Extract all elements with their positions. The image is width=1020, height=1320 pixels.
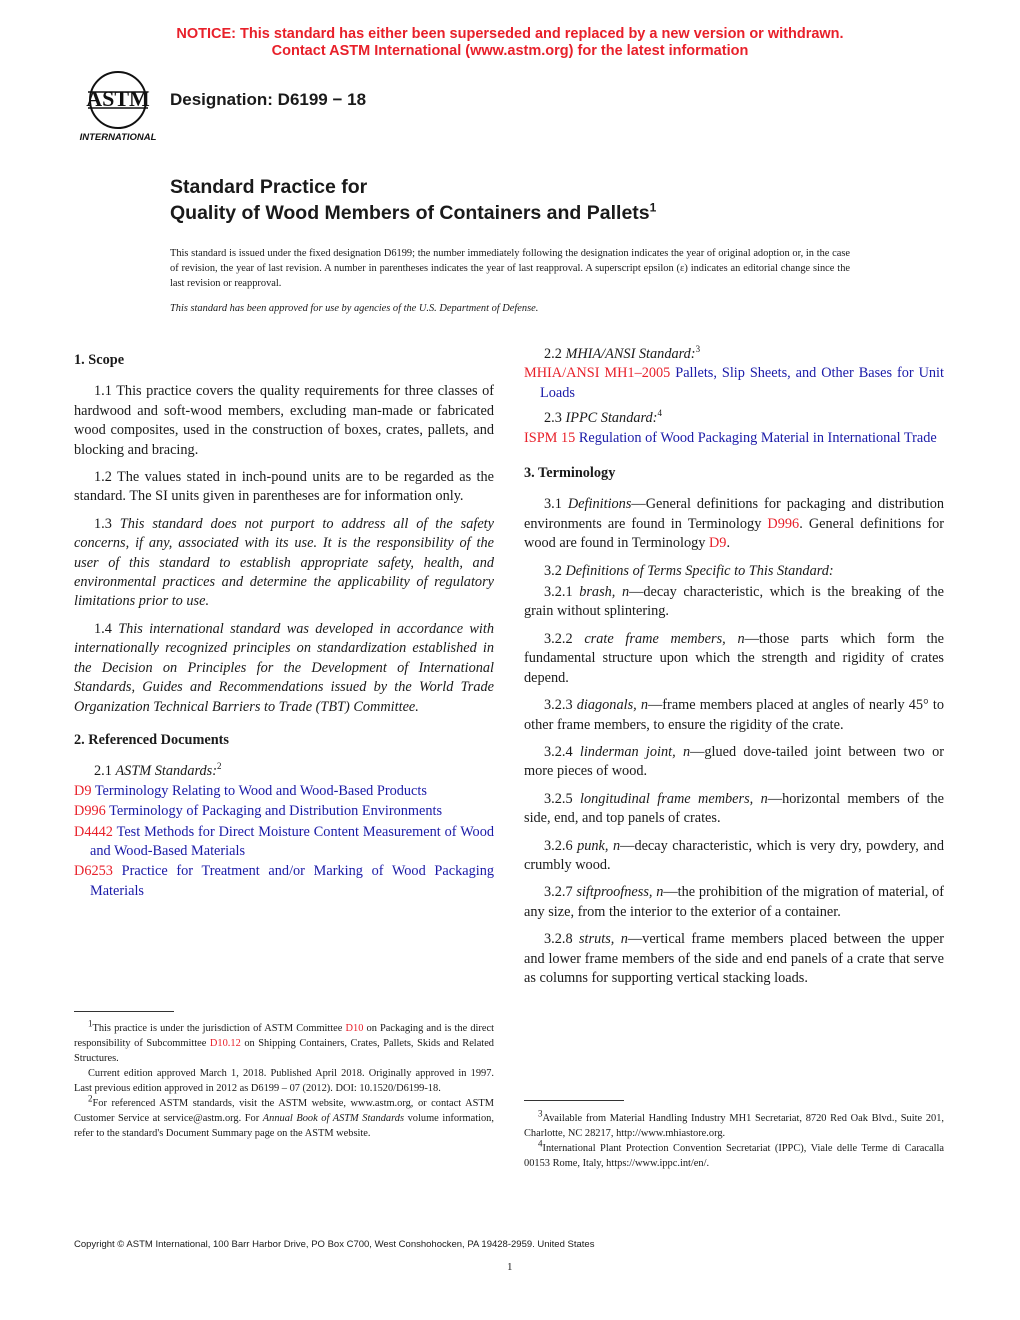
definition-text: —decay characteristic, which is the breaking of the grain without splintering. [524, 584, 944, 620]
definition-3-2-3 [524, 696, 944, 735]
title-line-2: Quality of Wood Members of Containers and Pallets [170, 202, 650, 224]
paragraph-text: . [726, 535, 731, 552]
paragraph-number: 3.1 [544, 496, 562, 513]
reference-title[interactable]: Terminology Relating to Wood and Wood-Based Products [94, 782, 427, 799]
footnote-text: For referenced ASTM standards, visit the ASTM website, www.astm.org, or contact ASTM Customer Service at service@astm.org. For [74, 1098, 494, 1124]
definition-number: 3.2.5 [544, 790, 573, 807]
definition-term: brash, n [579, 584, 630, 601]
footnote-rule-left [74, 1011, 174, 1012]
footnote-2 [74, 1093, 494, 1141]
logo-mark-text: ASTM [86, 86, 150, 111]
definition-term: diagonals, n [576, 697, 648, 714]
footnote-rule-right [524, 1100, 624, 1101]
definition-text: —horizontal members of the side, end, and top panels of crates. [524, 790, 945, 827]
definition-number: 3.2.2 [544, 630, 573, 647]
definition-number: 3.2.4 [544, 743, 573, 760]
definition-term: siftproofness, n [576, 884, 664, 901]
subsection-2-1 [74, 762, 494, 781]
reference-d9[interactable] [74, 782, 494, 801]
reference-code[interactable]: D9 [74, 782, 92, 799]
definition-3-2-7 [524, 883, 944, 922]
paragraph-number: 1.4 [94, 620, 112, 637]
issuance-note: This standard is issued under the fixed designation D6199; the number immediately following the designation indicates the year of original adoption or, in the case of revision, the year of last revision. A number in parentheses indicates the year of last reapproval. A superscript epsilon (ε) indicates an editorial change since the last revision or reapproval. [170, 248, 850, 289]
reference-d996[interactable] [74, 802, 494, 821]
definition-text: —decay characteristic, which is very dry, powdery, and crumbly wood. [524, 837, 944, 873]
reference-code[interactable]: D996 [74, 803, 106, 820]
subsection-number: 2.3 [544, 410, 562, 427]
footnote-mark: 3 [695, 344, 701, 355]
reference-d4442[interactable] [74, 823, 494, 862]
definition-text: —frame members placed at angles of nearly 45° to other frame members, to ensure the rigidity of the crate. [524, 697, 945, 733]
footnote-1-edition: Current edition approved March 1, 2018. Published April 2018. Originally approved in 1997. Last previous edition approved in 2012 as D6199 – 07 (2012). DOI: 10.1520/D6199-18. [74, 1068, 494, 1094]
subsection-number: 2.2 [544, 346, 562, 362]
subsection-2-3 [524, 409, 944, 428]
paragraph-text: This standard does not purport to address all of the safety concerns, if any, associated with its use. It is the responsibility of the user of this standard to establish appropriate safety, health, and environmental practices and determine the applicability of regulatory limitations prior to use. [74, 515, 494, 610]
footnote-mark: 1 [88, 1018, 93, 1029]
paragraph-label: Definitions of Terms Specific to This Standard: [565, 562, 834, 579]
reference-mhia[interactable] [524, 364, 944, 403]
definition-text: —vertical frame members placed between the upper and lower frame members of the side and end panels of a crate that serve as columns for supporting vertical stacking loads. [524, 931, 944, 986]
document-title [170, 174, 656, 226]
paragraph-1-4 [74, 620, 494, 717]
definition-term: struts, n [578, 931, 628, 948]
reference-code[interactable]: MHIA/ANSI MH1–2005 [524, 365, 671, 382]
footnote-mark: 4 [538, 1138, 543, 1149]
logo-subtext: INTERNATIONAL [79, 132, 157, 143]
link-d10[interactable]: D10 [345, 1023, 364, 1034]
reference-title[interactable]: Pallets, Slip Sheets, and Other Bases for Unit Loads [540, 365, 944, 401]
link-d9[interactable]: D9 [708, 535, 727, 552]
definition-number: 3.2.1 [544, 584, 573, 601]
paragraph-3-2 [524, 562, 944, 581]
definition-number: 3.2.7 [544, 884, 573, 901]
reference-ispm15[interactable] [524, 429, 944, 448]
reference-code[interactable]: ISPM 15 [524, 429, 576, 446]
subsection-label: IPPC Standard: [565, 410, 658, 427]
footnote-mark: 2 [217, 761, 222, 772]
definition-text: —the prohibition of the migration of material, of any size, from the interior to the exterior of a container. [524, 884, 945, 920]
paragraph-1-1: 1.1 This practice covers the quality requirements for three classes of hardwood and soft-wood members, excluding man-made or fabricated wood composites, used in the construction of boxes, crates, pallets, and blocking and bracing. [74, 383, 494, 458]
astm-logo [74, 70, 162, 144]
term-definitions [524, 583, 944, 988]
reference-d6253[interactable] [74, 862, 494, 901]
section-3-heading: 3. Terminology [524, 465, 616, 482]
reference-title[interactable]: Practice for Treatment and/or Marking of Wood Packaging Materials [90, 863, 494, 899]
definition-3-2-4 [524, 743, 944, 782]
definition-number: 3.2.6 [544, 837, 573, 854]
footnote-mark: 2 [88, 1093, 93, 1104]
footnotes-right [524, 1108, 944, 1171]
paragraph-1-3 [74, 515, 494, 612]
page-number: 1 [507, 1261, 513, 1273]
dod-approval-note: This standard has been approved for use by agencies of the U.S. Department of Defense. [170, 303, 539, 314]
section-1-heading: 1. Scope [74, 352, 125, 368]
paragraph-text: —General definitions for packaging and distribution environments are found in Terminology [524, 496, 944, 532]
definition-3-2-8 [524, 930, 944, 988]
footnote-mark: 3 [538, 1108, 543, 1119]
definition-3-2-2 [524, 630, 944, 688]
definition-text: —glued dove-tailed joint between two or more pieces of wood. [524, 743, 944, 780]
paragraph-1-2: 1.2 The values stated in inch-pound units are to be regarded as the standard. The SI units given in parentheses are for information only. [74, 469, 494, 505]
reference-title[interactable]: Regulation of Wood Packaging Material in International Trade [578, 429, 937, 446]
definition-term: longitudinal frame members, n [580, 790, 768, 807]
footnote-text: This practice is under the jurisdiction of ASTM Committee [92, 1023, 346, 1034]
reference-code[interactable]: D6253 [74, 863, 113, 880]
definition-term: linderman joint, n [579, 743, 691, 760]
subsection-number: 2.1 [94, 763, 112, 780]
footnote-mark: 4 [657, 408, 662, 419]
definition-3-2-5 [524, 790, 944, 829]
link-d996[interactable]: D996 [767, 515, 800, 532]
paragraph-text: This international standard was developed in accordance with internationally recognized principles on standardization established in the Decision on Principles for the Development of International Standards, Guides and Recommendations issued by the World Trade Organization Technical Barriers to Trade (TBT) Committee. [74, 620, 495, 715]
paragraph-label: Definitions [567, 496, 632, 513]
definition-3-2-6 [524, 837, 944, 876]
title-footnote-mark: 1 [649, 200, 657, 215]
paragraph-number: 1.3 [94, 515, 112, 532]
subsection-label: ASTM Standards: [115, 763, 217, 780]
footnote-text: Available from Material Handling Industry MH1 Secretariat, 8720 Red Oak Blvd., Suite 201, Charlotte, NC 28217, http://www.mhiastore.org. [524, 1113, 944, 1139]
title-line-1: Standard Practice for [170, 176, 368, 198]
footnotes-left [74, 1018, 494, 1141]
footnote-1 [74, 1018, 494, 1066]
definition-3-2-1 [524, 583, 944, 622]
subsection-label: MHIA/ANSI Standard: [565, 346, 696, 362]
supersede-notice [0, 26, 1020, 60]
footnote-text: on Shipping Containers, Crates, Pallets, Skids and Related Structures. [74, 1038, 494, 1064]
footnote-text: Annual Book of ASTM Standards [262, 1113, 405, 1124]
copyright-line: Copyright © ASTM International, 100 Barr Harbor Drive, PO Box C700, West Conshohocken, PA 19428-2959. United States [74, 1239, 595, 1250]
left-column [74, 345, 494, 902]
footnote-text: volume information, refer to the standard's Document Summary page on the ASTM website. [74, 1113, 494, 1139]
subsection-2-2 [524, 345, 944, 364]
reference-title[interactable]: Test Methods for Direct Moisture Content Measurement of Wood and Wood-Based Materials [90, 823, 494, 859]
footnote-3 [524, 1108, 944, 1141]
footnote-4 [524, 1138, 944, 1171]
paragraph-text: . General definitions for wood are found in Terminology [524, 515, 944, 552]
designation: Designation: D6199 − 18 [170, 90, 367, 109]
notice-line-2: Contact ASTM International (www.astm.org) for the latest information [271, 43, 749, 59]
footnote-text: International Plant Protection Convention Secretariat (IPPC), Viale delle Terme di Caracalla 00153 Rome, Italy, https://www.ippc.int/en/. [524, 1143, 944, 1169]
right-column [524, 345, 944, 996]
paragraph-number: 3.2 [544, 562, 562, 579]
definition-term: punk, n [577, 837, 621, 854]
link-d10-12[interactable]: D10.12 [209, 1038, 241, 1049]
definition-number: 3.2.8 [544, 931, 573, 948]
footnote-text: on Packaging and is the direct responsibility of Subcommittee [74, 1023, 494, 1049]
reference-code[interactable]: D4442 [74, 823, 113, 840]
paragraph-3-1 [524, 495, 944, 553]
notice-line-1: NOTICE: This standard has either been superseded and replaced by a new version or withdrawn. [176, 26, 844, 42]
definition-text: —those parts which form the fundamental structure upon which the strength and rigidity of crates depend. [524, 630, 945, 686]
section-2-heading: 2. Referenced Documents [74, 731, 229, 748]
reference-title[interactable]: Terminology of Packaging and Distribution Environments [109, 803, 443, 820]
definition-term: crate frame members, n [584, 630, 745, 647]
definition-number: 3.2.3 [544, 697, 573, 714]
